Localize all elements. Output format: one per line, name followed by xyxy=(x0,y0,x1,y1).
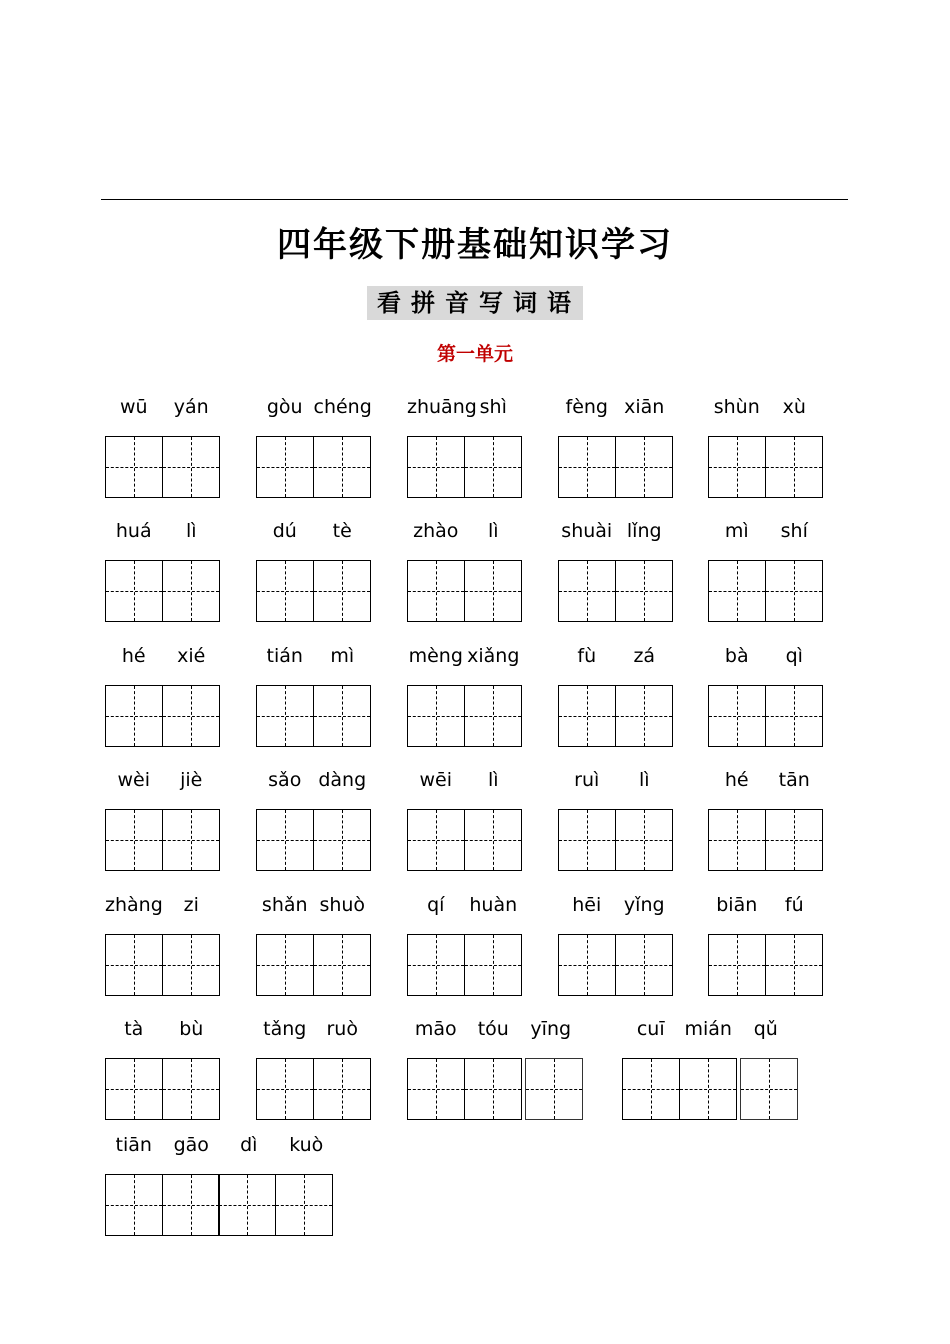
writing-cell[interactable] xyxy=(407,560,465,622)
writing-cell[interactable] xyxy=(313,436,371,498)
writing-cell[interactable] xyxy=(464,809,522,871)
writing-grid xyxy=(105,809,218,871)
writing-cell[interactable] xyxy=(105,934,163,996)
pinyin-syllable: yǐng xyxy=(623,894,665,916)
pinyin-syllable: lì xyxy=(638,769,650,791)
pinyin-syllable: shì xyxy=(479,396,507,418)
writing-cell[interactable] xyxy=(615,560,673,622)
pinyin-syllable: zi xyxy=(183,894,199,916)
pinyin-syllable: mèng xyxy=(408,645,463,667)
writing-grid xyxy=(558,934,671,996)
pinyin-syllable: shuò xyxy=(319,894,366,916)
writing-cell[interactable] xyxy=(708,809,766,871)
writing-grid xyxy=(708,560,821,622)
writing-cell[interactable] xyxy=(162,809,220,871)
pinyin-syllable: hé xyxy=(724,769,749,791)
writing-cell[interactable] xyxy=(105,1058,163,1120)
pinyin-syllable: kuò xyxy=(289,1134,324,1156)
pinyin-syllable: tè xyxy=(332,520,352,542)
pinyin-syllable: wū xyxy=(119,396,148,418)
section-subtitle: 看拼音写词语 xyxy=(367,286,583,320)
pinyin-syllable: shí xyxy=(780,520,808,542)
writing-cell[interactable] xyxy=(679,1058,737,1120)
pinyin-syllable: shuài xyxy=(561,520,613,542)
writing-grid xyxy=(558,560,671,622)
writing-cell[interactable] xyxy=(313,685,371,747)
writing-cell[interactable] xyxy=(615,685,673,747)
pinyin-syllable: fú xyxy=(784,894,804,916)
pinyin-syllable: gāo xyxy=(173,1134,209,1156)
unit-heading: 第一单元 xyxy=(436,343,513,365)
writing-cell[interactable] xyxy=(313,809,371,871)
writing-grid xyxy=(622,1058,797,1120)
pinyin-syllable: huá xyxy=(115,520,152,542)
writing-cell[interactable] xyxy=(256,809,314,871)
writing-cell[interactable] xyxy=(105,809,163,871)
writing-cell[interactable] xyxy=(407,436,465,498)
pinyin-syllable: dú xyxy=(272,520,297,542)
pinyin-syllable: mián xyxy=(684,1018,732,1040)
pinyin-syllable: dàng xyxy=(318,769,367,791)
pinyin-syllable: shùn xyxy=(713,396,760,418)
pinyin-syllable: hé xyxy=(121,645,146,667)
pinyin-syllable: bù xyxy=(179,1018,204,1040)
pinyin-syllable: tān xyxy=(778,769,810,791)
pinyin-syllable: bà xyxy=(724,645,749,667)
pinyin-syllable: tà xyxy=(124,1018,144,1040)
pinyin-syllable: ruò xyxy=(326,1018,358,1040)
pinyin-syllable: qí xyxy=(427,894,445,916)
exercise-row xyxy=(0,1130,950,1240)
writing-cell[interactable] xyxy=(464,685,522,747)
writing-grid xyxy=(407,1058,582,1120)
writing-cell[interactable] xyxy=(256,1058,314,1120)
writing-cell[interactable] xyxy=(464,934,522,996)
writing-cell[interactable] xyxy=(558,934,616,996)
pinyin-syllable: wèi xyxy=(117,769,150,791)
writing-cell[interactable] xyxy=(407,934,465,996)
pinyin-syllable: zhuāng xyxy=(407,396,477,418)
writing-cell[interactable] xyxy=(407,809,465,871)
writing-cell[interactable] xyxy=(105,436,163,498)
writing-cell[interactable] xyxy=(558,809,616,871)
writing-cell[interactable] xyxy=(464,560,522,622)
pinyin-syllable: tóu xyxy=(477,1018,509,1040)
writing-cell[interactable] xyxy=(558,685,616,747)
writing-cell[interactable] xyxy=(558,436,616,498)
writing-grid xyxy=(256,560,369,622)
writing-cell[interactable] xyxy=(275,1174,333,1236)
pinyin-syllable: hēi xyxy=(572,894,602,916)
pinyin-syllable: wēi xyxy=(419,769,452,791)
pinyin-syllable: zhào xyxy=(413,520,459,542)
writing-grid xyxy=(105,934,218,996)
writing-cell[interactable] xyxy=(162,1174,220,1236)
writing-cell[interactable] xyxy=(615,934,673,996)
writing-grid xyxy=(407,685,520,747)
pinyin-syllable: huàn xyxy=(469,894,518,916)
writing-cell[interactable] xyxy=(162,560,220,622)
writing-cell[interactable] xyxy=(162,685,220,747)
top-rule xyxy=(101,199,848,200)
writing-cell[interactable] xyxy=(218,1174,276,1236)
pinyin-syllable: biān xyxy=(716,894,758,916)
writing-cell[interactable] xyxy=(407,685,465,747)
writing-grid xyxy=(256,934,369,996)
writing-cell[interactable] xyxy=(313,560,371,622)
writing-cell[interactable] xyxy=(558,560,616,622)
writing-grid xyxy=(407,436,520,498)
writing-grid xyxy=(105,560,218,622)
writing-cell[interactable] xyxy=(256,685,314,747)
pinyin-syllable: fù xyxy=(577,645,597,667)
pinyin-syllable: fèng xyxy=(565,396,608,418)
writing-grid xyxy=(708,685,821,747)
writing-cell[interactable] xyxy=(615,809,673,871)
writing-grid xyxy=(708,436,821,498)
writing-cell[interactable] xyxy=(708,685,766,747)
pinyin-syllable: lǐng xyxy=(626,520,662,542)
writing-cell[interactable] xyxy=(162,1058,220,1120)
subtitle-wrap xyxy=(0,286,950,320)
writing-grid xyxy=(256,685,369,747)
writing-cell[interactable] xyxy=(740,1058,798,1120)
writing-cell[interactable] xyxy=(708,436,766,498)
writing-cell[interactable] xyxy=(765,436,823,498)
writing-grid xyxy=(256,1058,369,1120)
pinyin-syllable: tiān xyxy=(115,1134,152,1156)
writing-cell[interactable] xyxy=(765,809,823,871)
writing-grid xyxy=(708,934,821,996)
pinyin-syllable: yán xyxy=(173,396,209,418)
pinyin-syllable: tián xyxy=(266,645,303,667)
pinyin-syllable: zá xyxy=(633,645,656,667)
exercise-row xyxy=(0,1014,950,1124)
pinyin-syllable: qì xyxy=(785,645,803,667)
writing-cell[interactable] xyxy=(765,934,823,996)
writing-grid xyxy=(558,809,671,871)
writing-cell[interactable] xyxy=(765,685,823,747)
writing-grid xyxy=(407,560,520,622)
exercise-row xyxy=(0,516,950,626)
writing-cell[interactable] xyxy=(105,560,163,622)
writing-grid xyxy=(708,809,821,871)
pinyin-syllable: xù xyxy=(782,396,806,418)
writing-cell[interactable] xyxy=(407,1058,465,1120)
pinyin-syllable: sǎo xyxy=(268,769,302,791)
writing-cell[interactable] xyxy=(765,560,823,622)
writing-cell[interactable] xyxy=(162,934,220,996)
pinyin-syllable: mì xyxy=(330,645,355,667)
pinyin-syllable: xiān xyxy=(624,396,665,418)
pinyin-syllable: māo xyxy=(414,1018,457,1040)
pinyin-syllable: lì xyxy=(487,769,499,791)
writing-cell[interactable] xyxy=(256,436,314,498)
pinyin-syllable: jiè xyxy=(180,769,203,791)
writing-cell[interactable] xyxy=(464,1058,522,1120)
pinyin-syllable: qǔ xyxy=(753,1018,778,1040)
writing-cell[interactable] xyxy=(313,1058,371,1120)
writing-cell[interactable] xyxy=(313,934,371,996)
writing-cell[interactable] xyxy=(615,436,673,498)
pinyin-syllable: mì xyxy=(724,520,749,542)
pinyin-syllable: gòu xyxy=(266,396,303,418)
writing-cell[interactable] xyxy=(464,436,522,498)
writing-cell[interactable] xyxy=(708,934,766,996)
writing-grid xyxy=(558,685,671,747)
exercise-row xyxy=(0,641,950,751)
writing-grid xyxy=(105,1058,218,1120)
pinyin-syllable: xié xyxy=(177,645,206,667)
writing-cell[interactable] xyxy=(708,560,766,622)
writing-cell[interactable] xyxy=(622,1058,680,1120)
pinyin-syllable: dì xyxy=(240,1134,258,1156)
writing-grid xyxy=(407,809,520,871)
pinyin-syllable: tǎng xyxy=(263,1018,307,1040)
pinyin-syllable: chéng xyxy=(313,396,372,418)
writing-grid xyxy=(105,436,218,498)
pinyin-syllable: lì xyxy=(487,520,499,542)
page-title: 四年级下册基础知识学习 xyxy=(277,225,673,265)
writing-cell[interactable] xyxy=(525,1058,583,1120)
writing-cell[interactable] xyxy=(105,685,163,747)
writing-grid xyxy=(256,809,369,871)
writing-grid xyxy=(407,934,520,996)
writing-cell[interactable] xyxy=(256,560,314,622)
writing-cell[interactable] xyxy=(105,1174,163,1236)
pinyin-syllable: xiǎng xyxy=(467,645,520,667)
writing-cell[interactable] xyxy=(162,436,220,498)
pinyin-syllable: zhàng xyxy=(105,894,163,916)
writing-cell[interactable] xyxy=(256,934,314,996)
writing-grid xyxy=(105,1174,331,1236)
pinyin-syllable: shǎn xyxy=(261,894,308,916)
exercise-row xyxy=(0,890,950,1000)
pinyin-syllable: ruì xyxy=(574,769,600,791)
writing-grid xyxy=(105,685,218,747)
exercise-row xyxy=(0,392,950,502)
writing-grid xyxy=(558,436,671,498)
pinyin-syllable: yīng xyxy=(530,1018,572,1040)
pinyin-syllable: cuī xyxy=(636,1018,665,1040)
exercise-row xyxy=(0,765,950,875)
writing-grid xyxy=(256,436,369,498)
pinyin-syllable: lì xyxy=(185,520,197,542)
